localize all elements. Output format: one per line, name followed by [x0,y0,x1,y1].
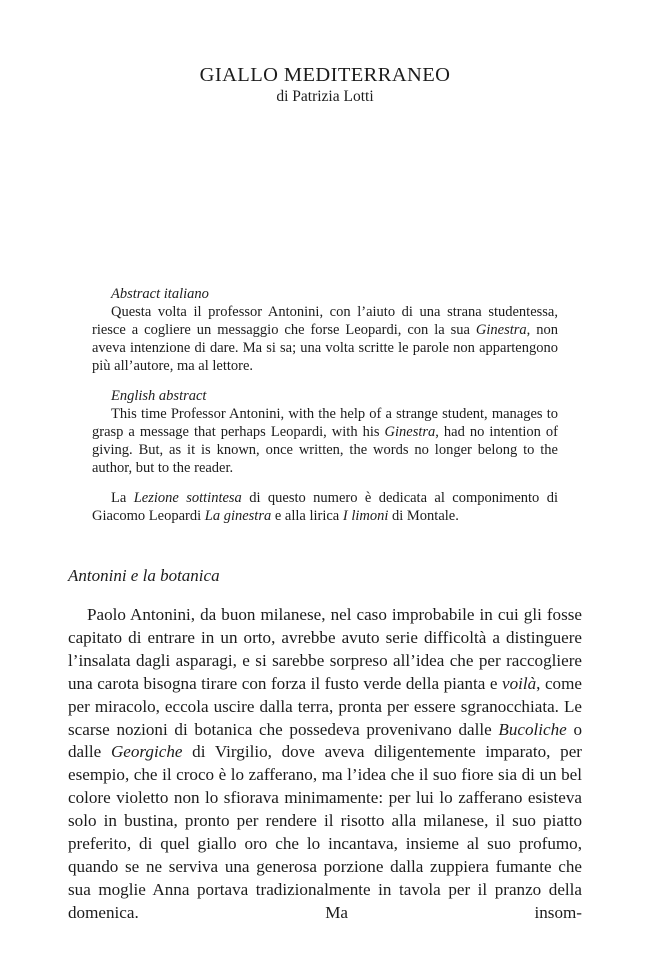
article-byline: di Patrizia Lotti [276,88,374,105]
abstract-english-heading: English abstract [111,388,207,404]
body-paragraph: Paolo Antonini, da buon milanese, nel caso improbabile in cui gli fosse capitato di entrare in un orto, avrebbe avuto serie difficoltà a distinguere l’insalata dagli asparagi, e si sarebbe sorpreso all’idea che per raccogliere una carota bisogna tirare con forza il fusto verde della pianta e voilà, come per miracolo, eccola uscire dalla terra, pronta per essere sgranocchiata. Le scarse nozioni di botanica che possedeva provenivano dalle Bucoliche o dalle Georgiche di Virgilio, dove aveva diligentemente imparato, per esempio, che il croco è lo zafferano, ma l’idea che il suo fiore sia di un bel colore violetto non lo sfiorava minimamente: per lui lo zafferano esisteva solo in bustina, pronto per rendere il risotto alla milanese, il suo piatto preferito, di quel giallo oro che lo incantava, insieme al suo profumo, quando se ne serviva una generosa porzione dalla zuppiera fumante che sua moglie Anna portava tradizionalmente in tavola per il pranzo della domenica. Ma insom- [68,605,582,922]
abstracts-block [92,285,558,525]
article-title: GIALLO MEDITERRANEO [199,64,451,86]
abstract-italian-text: Questa volta il professor Antonini, con l’aiuto di una strana studentessa, riesce a cogliere un messaggio che forse Leopardi, con la sua Ginestra, non aveva intenzione di dare. Ma si sa; una volta scritte le parole non appartengono più all’autore, ma al lettore. [92,304,558,374]
abstract-english [92,387,558,477]
abstract-english-text: This time Professor Antonini, with the help of a strange student, manages to grasp a message that perhaps Leopardi, with his Ginestra, had no intention of giving. But, as it is known, once written, the words no longer belong to the author, but to the reader. [92,406,558,476]
lesson-note: La Lezione sottintesa di questo numero è dedicata al componimento di Giacomo Leopardi La ginestra e alla lirica I limoni di Montale. [92,490,558,524]
abstract-italian-heading: Abstract italiano [111,286,209,302]
section-heading: Antonini e la botanica [68,566,220,585]
